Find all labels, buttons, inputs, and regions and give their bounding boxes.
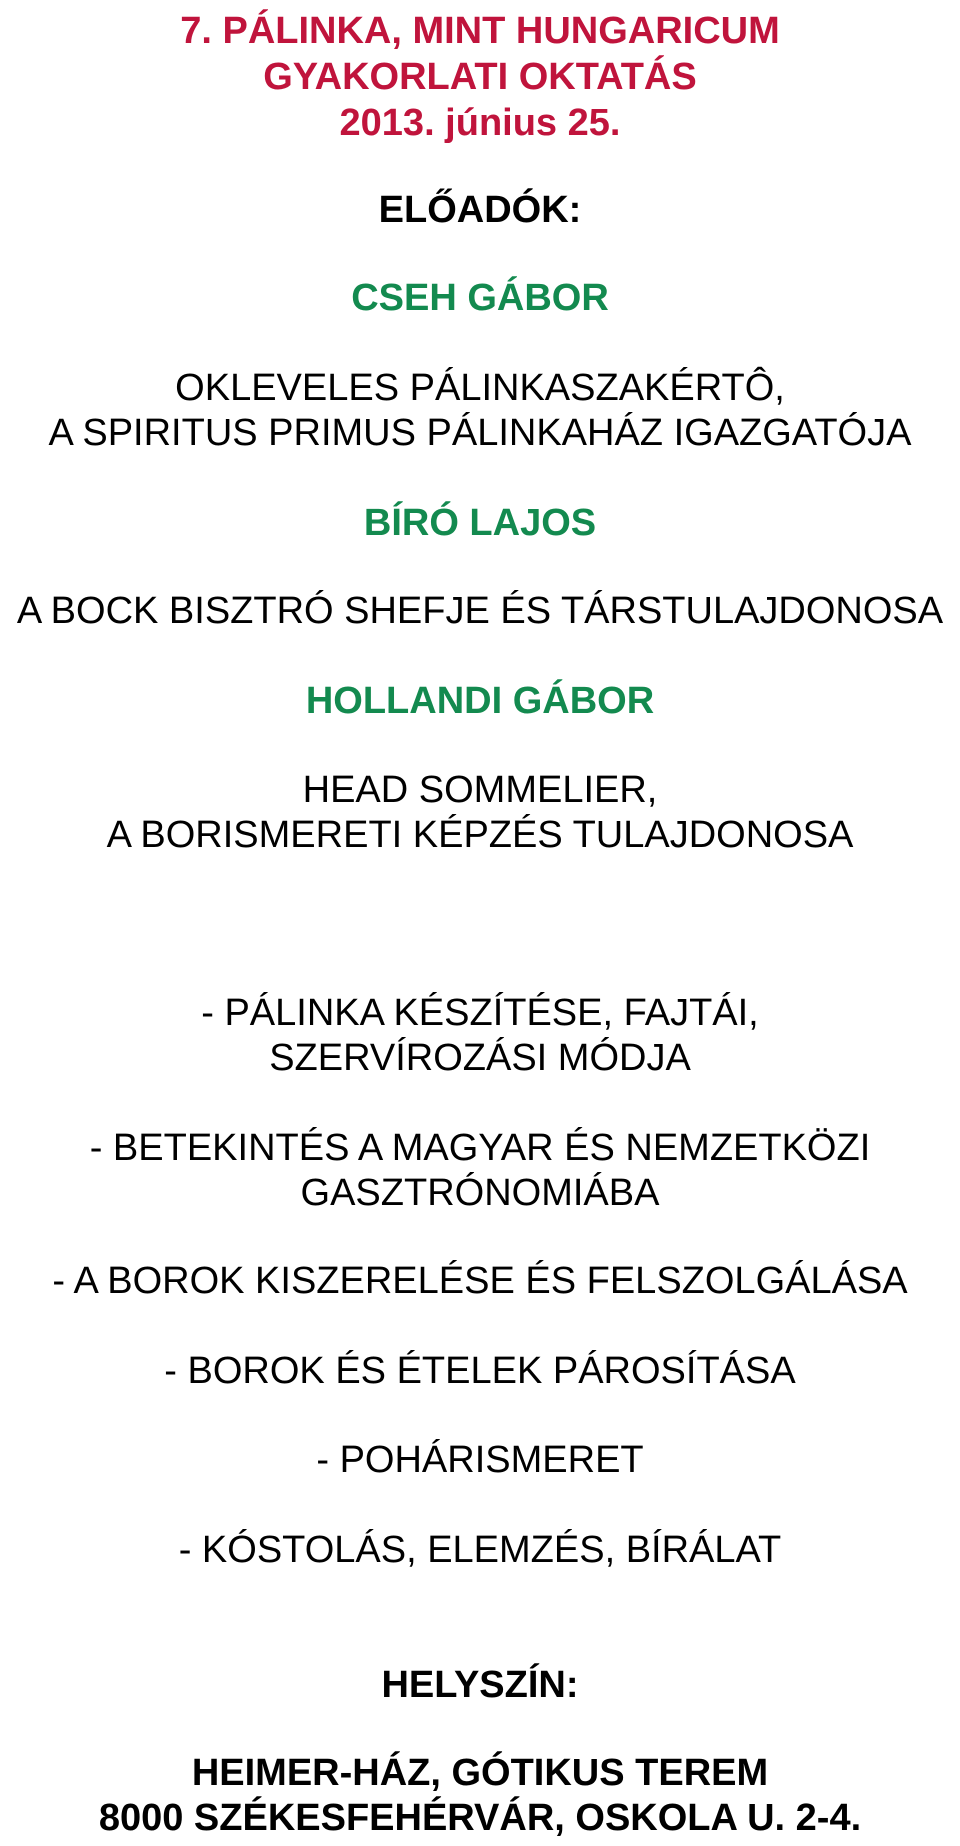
topic-3: - A BOROK KISZERELÉSE ÉS FELSZOLGÁLÁSA: [52, 1260, 908, 1302]
speaker-role-3-line-1: HEAD SOMMELIER,: [302, 769, 658, 811]
topic-4: - BOROK ÉS ÉTELEK PÁROSÍTÁSA: [164, 1350, 796, 1392]
speaker-role-2-line-1: A BOCK BISZTRÓ SHEFJE ÉS TÁRSTULAJDONOSA: [16, 590, 944, 632]
speaker-role-1-line-2: A SPIRITUS PRIMUS PÁLINKAHÁZ IGAZGATÓJA: [48, 412, 912, 454]
speaker-name-2: BÍRÓ LAJOS: [363, 502, 597, 544]
topic-1-line-2: SZERVÍROZÁSI MÓDJA: [269, 1037, 691, 1079]
topic-2-line-2: GASZTRÓNOMIÁBA: [300, 1172, 660, 1214]
venue-heading: HELYSZÍN:: [381, 1664, 579, 1706]
topic-6: - KÓSTOLÁS, ELEMZÉS, BÍRÁLAT: [178, 1529, 782, 1571]
speakers-heading: ELŐADÓK:: [378, 189, 582, 231]
event-title-line-2: GYAKORLATI OKTATÁS: [263, 56, 697, 98]
event-date: 2013. június 25.: [339, 102, 621, 144]
speaker-name-3: HOLLANDI GÁBOR: [305, 680, 655, 722]
speaker-name-1: CSEH GÁBOR: [351, 277, 609, 319]
venue-line-2: 8000 SZÉKESFEHÉRVÁR, OSKOLA U. 2-4.: [98, 1797, 862, 1839]
speaker-role-1-line-1: OKLEVELES PÁLINKASZAKÉRTÔ,: [175, 367, 785, 409]
topic-5: - POHÁRISMERET: [316, 1439, 644, 1481]
topic-2-line-1: - BETEKINTÉS A MAGYAR ÉS NEMZETKÖZI: [89, 1127, 871, 1169]
event-title-line-1: 7. PÁLINKA, MINT HUNGARICUM: [180, 10, 780, 52]
venue-line-1: HEIMER-HÁZ, GÓTIKUS TEREM: [191, 1752, 769, 1794]
topic-1-line-1: - PÁLINKA KÉSZÍTÉSE, FAJTÁI,: [201, 992, 759, 1034]
speaker-role-3-line-2: A BORISMERETI KÉPZÉS TULAJDONOSA: [106, 814, 854, 856]
